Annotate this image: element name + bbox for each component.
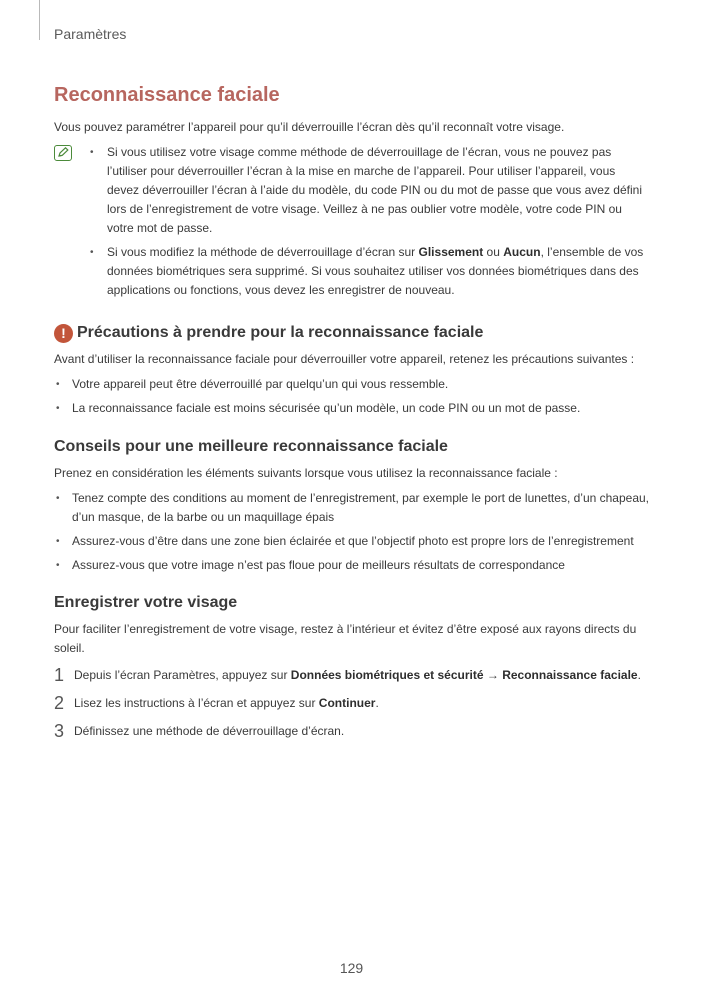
menu-face-recognition: Reconnaissance faciale [502, 668, 638, 682]
bullet: • [90, 247, 94, 258]
note-item-text: Si vous utilisez votre visage comme méthode de déverrouillage de l’écran, vous ne pouvez pas l’utiliser pour déverrouiller l’écran à la mise en marche de l’appareil. Pour utiliser l’appareil, vous devez déverrouiller l’écran à l’aide du modèle, du code PIN ou du mot de passe que vous avez défini lors de l’enregistrement de votre visage. Veillez à ne pas oublier votre modèle, votre code PIN ou votre mot de passe. [107, 145, 642, 235]
step-text [74, 694, 379, 713]
bullet: • [56, 560, 60, 571]
note-list [88, 143, 650, 300]
note-text: , l’ensemble de vos données biométriques sera supprimé. Si vous souhaitez utiliser vos données biométriques dans des applications ou fonctions, vous devez les enregistrer de nouveau. [107, 245, 644, 297]
caution-icon: ! [54, 324, 73, 343]
note-item [88, 243, 650, 300]
register-title: Enregistrer votre visage [54, 594, 238, 611]
step-text [74, 666, 641, 685]
precautions-heading [54, 322, 650, 344]
arrow-separator: → [483, 668, 503, 682]
bullet: • [90, 147, 94, 158]
list-item-text: Tenez compte des conditions au moment de l’enregistrement, par exemple le port de lunettes, d’un chapeau, d’un masque, de la barbe ou un maquillage épais [72, 491, 650, 524]
running-header: Paramètres [54, 26, 127, 42]
bullet: • [56, 379, 60, 390]
step-text-part: Depuis l’écran Paramètres, appuyez sur [74, 668, 291, 682]
bullet: • [56, 536, 60, 547]
option-glissement: Glissement [418, 245, 484, 259]
step-number: 3 [54, 721, 65, 741]
tips-list [54, 489, 650, 575]
step-3 [54, 722, 650, 741]
precautions-intro: Avant d’utiliser la reconnaissance faciale pour déverrouiller votre appareil, retenez les précautions suivantes : [54, 352, 635, 366]
note-block [54, 143, 650, 300]
list-item [54, 375, 650, 394]
list-item [54, 489, 650, 527]
header-divider [39, 0, 40, 40]
list-item [54, 556, 650, 575]
bullet: • [56, 493, 60, 504]
button-continue-ref: Continuer [318, 696, 376, 710]
steps-list [54, 666, 650, 741]
list-item-text: Assurez-vous d’être dans une zone bien éclairée et que l’objectif photo est propre lors de l’enregistrement [72, 534, 634, 548]
list-item-text: La reconnaissance faciale est moins sécurisée qu’un modèle, un code PIN ou un mot de passe. [72, 401, 581, 415]
step-text: Définissez une méthode de déverrouillage d’écran. [74, 724, 345, 738]
precautions-title: Précautions à prendre pour la reconnaissance faciale [77, 324, 484, 341]
step-number: 2 [54, 693, 65, 713]
note-item [88, 143, 650, 238]
list-item-text: Votre appareil peut être déverrouillé par quelqu’un qui vous ressemble. [72, 377, 449, 391]
list-item [54, 532, 650, 551]
intro-paragraph: Vous pouvez paramétrer l’appareil pour qu’il déverrouille l’écran dès qu’il reconnaît votre visage. [54, 120, 565, 134]
register-intro: Pour faciliter l’enregistrement de votre visage, restez à l’intérieur et évitez d’être exposé aux rayons directs du soleil. [54, 622, 637, 655]
step-text-part: . [637, 668, 641, 682]
precautions-list [54, 375, 650, 418]
step-text-part: Lisez les instructions à l’écran et appuyez sur [74, 696, 319, 710]
menu-biometrics: Données biométriques et sécurité [290, 668, 484, 682]
tips-intro: Prenez en considération les éléments suivants lorsque vous utilisez la reconnaissance faciale : [54, 466, 558, 480]
bullet: • [56, 403, 60, 414]
page-title: Reconnaissance faciale [54, 84, 280, 106]
page-content [54, 82, 650, 750]
note-text: ou [483, 245, 504, 259]
option-aucun: Aucun [503, 245, 541, 259]
list-item-text: Assurez-vous que votre image n’est pas floue pour de meilleurs résultats de correspondance [72, 558, 565, 572]
note-pencil-icon [54, 145, 72, 161]
list-item [54, 399, 650, 418]
step-1 [54, 666, 650, 685]
step-2 [54, 694, 650, 713]
tips-title: Conseils pour une meilleure reconnaissance faciale [54, 438, 448, 455]
note-text: Si vous modifiez la méthode de déverrouillage d’écran sur [107, 245, 419, 259]
step-text-part: . [375, 696, 379, 710]
step-number: 1 [54, 665, 65, 685]
page-number: 129 [339, 960, 364, 976]
